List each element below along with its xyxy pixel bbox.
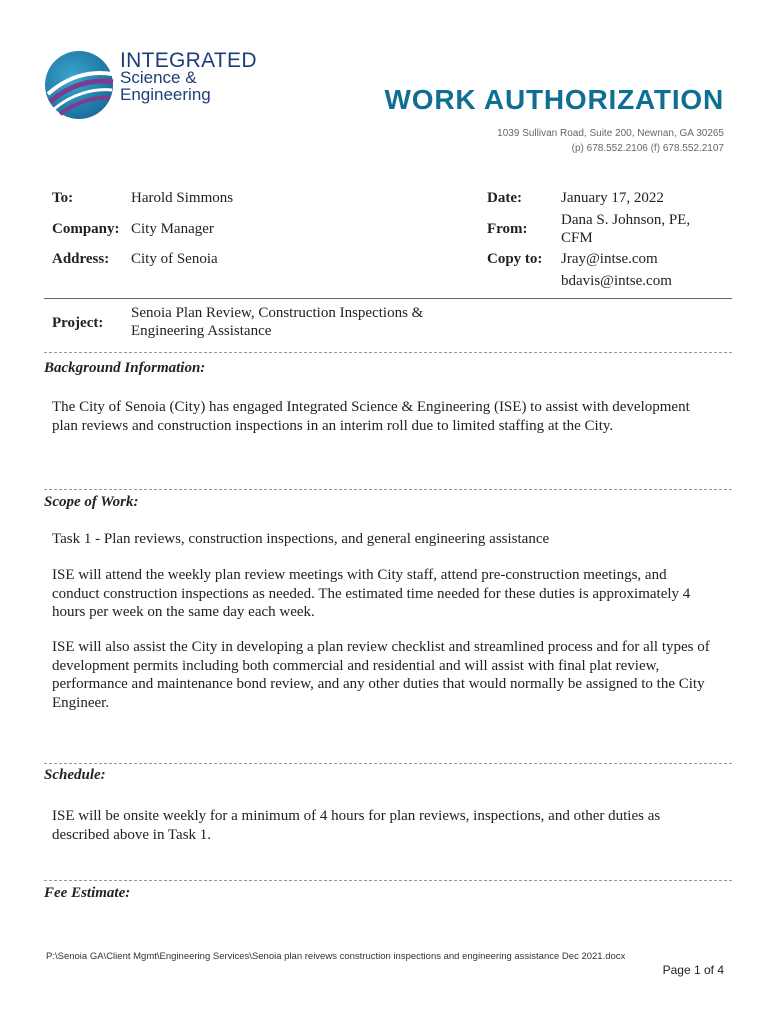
company-logo — [42, 48, 116, 122]
company-label: Company: — [52, 221, 120, 237]
header-divider — [44, 298, 732, 299]
from-value-line1: Dana S. Johnson, PE, — [561, 212, 691, 228]
scope-task: Task 1 - Plan reviews, construction inspections, and general engineering assistance — [52, 531, 550, 547]
project-value-line1: Senoia Plan Review, Construction Inspections & — [131, 305, 424, 321]
from-value-line2: CFM — [561, 230, 593, 246]
background-text: The City of Senoia (City) has engaged Integrated Science & Engineering (ISE) to assist with development plan reviews and construction inspections in an interim roll due to limited staffing at the City. — [52, 399, 690, 434]
fee-estimate-heading: Fee Estimate: — [44, 885, 131, 901]
section-divider — [44, 352, 732, 353]
copy-to-label: Copy to: — [487, 251, 543, 267]
company-name-line2: Science & — [120, 68, 197, 87]
section-divider — [44, 489, 732, 490]
project-label: Project: — [52, 315, 104, 331]
company-value: City Manager — [131, 221, 214, 237]
section-divider — [44, 763, 732, 764]
address-label: Address: — [52, 251, 110, 267]
page-number: Page 1 of 4 — [662, 963, 724, 977]
company-name-line3: Engineering — [120, 85, 211, 104]
company-address: 1039 Sullivan Road, Suite 200, Newnan, GA 30265 — [497, 128, 724, 139]
project-value-line2: Engineering Assistance — [131, 323, 272, 339]
schedule-text: ISE will be onsite weekly for a minimum of 4 hours for plan reviews, inspections, and other duties as described above in Task 1. — [52, 808, 661, 843]
to-label: To: — [52, 190, 74, 206]
date-label: Date: — [487, 190, 522, 206]
file-path: P:\Senoia GA\Client Mgmt\Engineering Services\Senoia plan reivews construction inspections and engineering assistance Dec 2021.docx — [46, 951, 626, 962]
section-divider — [44, 880, 732, 881]
date-value: January 17, 2022 — [561, 190, 664, 206]
background-heading: Background Information: — [44, 360, 206, 376]
company-name — [120, 49, 257, 104]
address-value: City of Senoia — [131, 251, 218, 267]
scope-paragraph-1: ISE will attend the weekly plan review meetings with City staff, attend pre-construction meetings, and conduct construction inspections as needed. The estimated time needed for these duties is approximately 4 hours per week on the same day each week. — [52, 567, 691, 620]
document-title: WORK AUTHORIZATION — [384, 84, 724, 115]
company-phone: (p) 678.552.2106 (f) 678.552.2107 — [571, 143, 724, 154]
schedule-heading: Schedule: — [44, 767, 106, 783]
scope-paragraph-2: ISE will also assist the City in developing a plan review checklist and streamlined process and for all types of development permits including both commercial and residential and will assist with final plat review, performance and maintenance bond review, and any other duties that would normally be assigned to the City Engineer. — [52, 639, 710, 711]
copy-to-value-line2: bdavis@intse.com — [561, 273, 672, 289]
to-value: Harold Simmons — [131, 190, 234, 206]
from-label: From: — [487, 221, 528, 237]
company-name-line1: INTEGRATED — [120, 49, 257, 72]
copy-to-value-line1: Jray@intse.com — [561, 251, 658, 267]
scope-heading: Scope of Work: — [44, 494, 139, 510]
